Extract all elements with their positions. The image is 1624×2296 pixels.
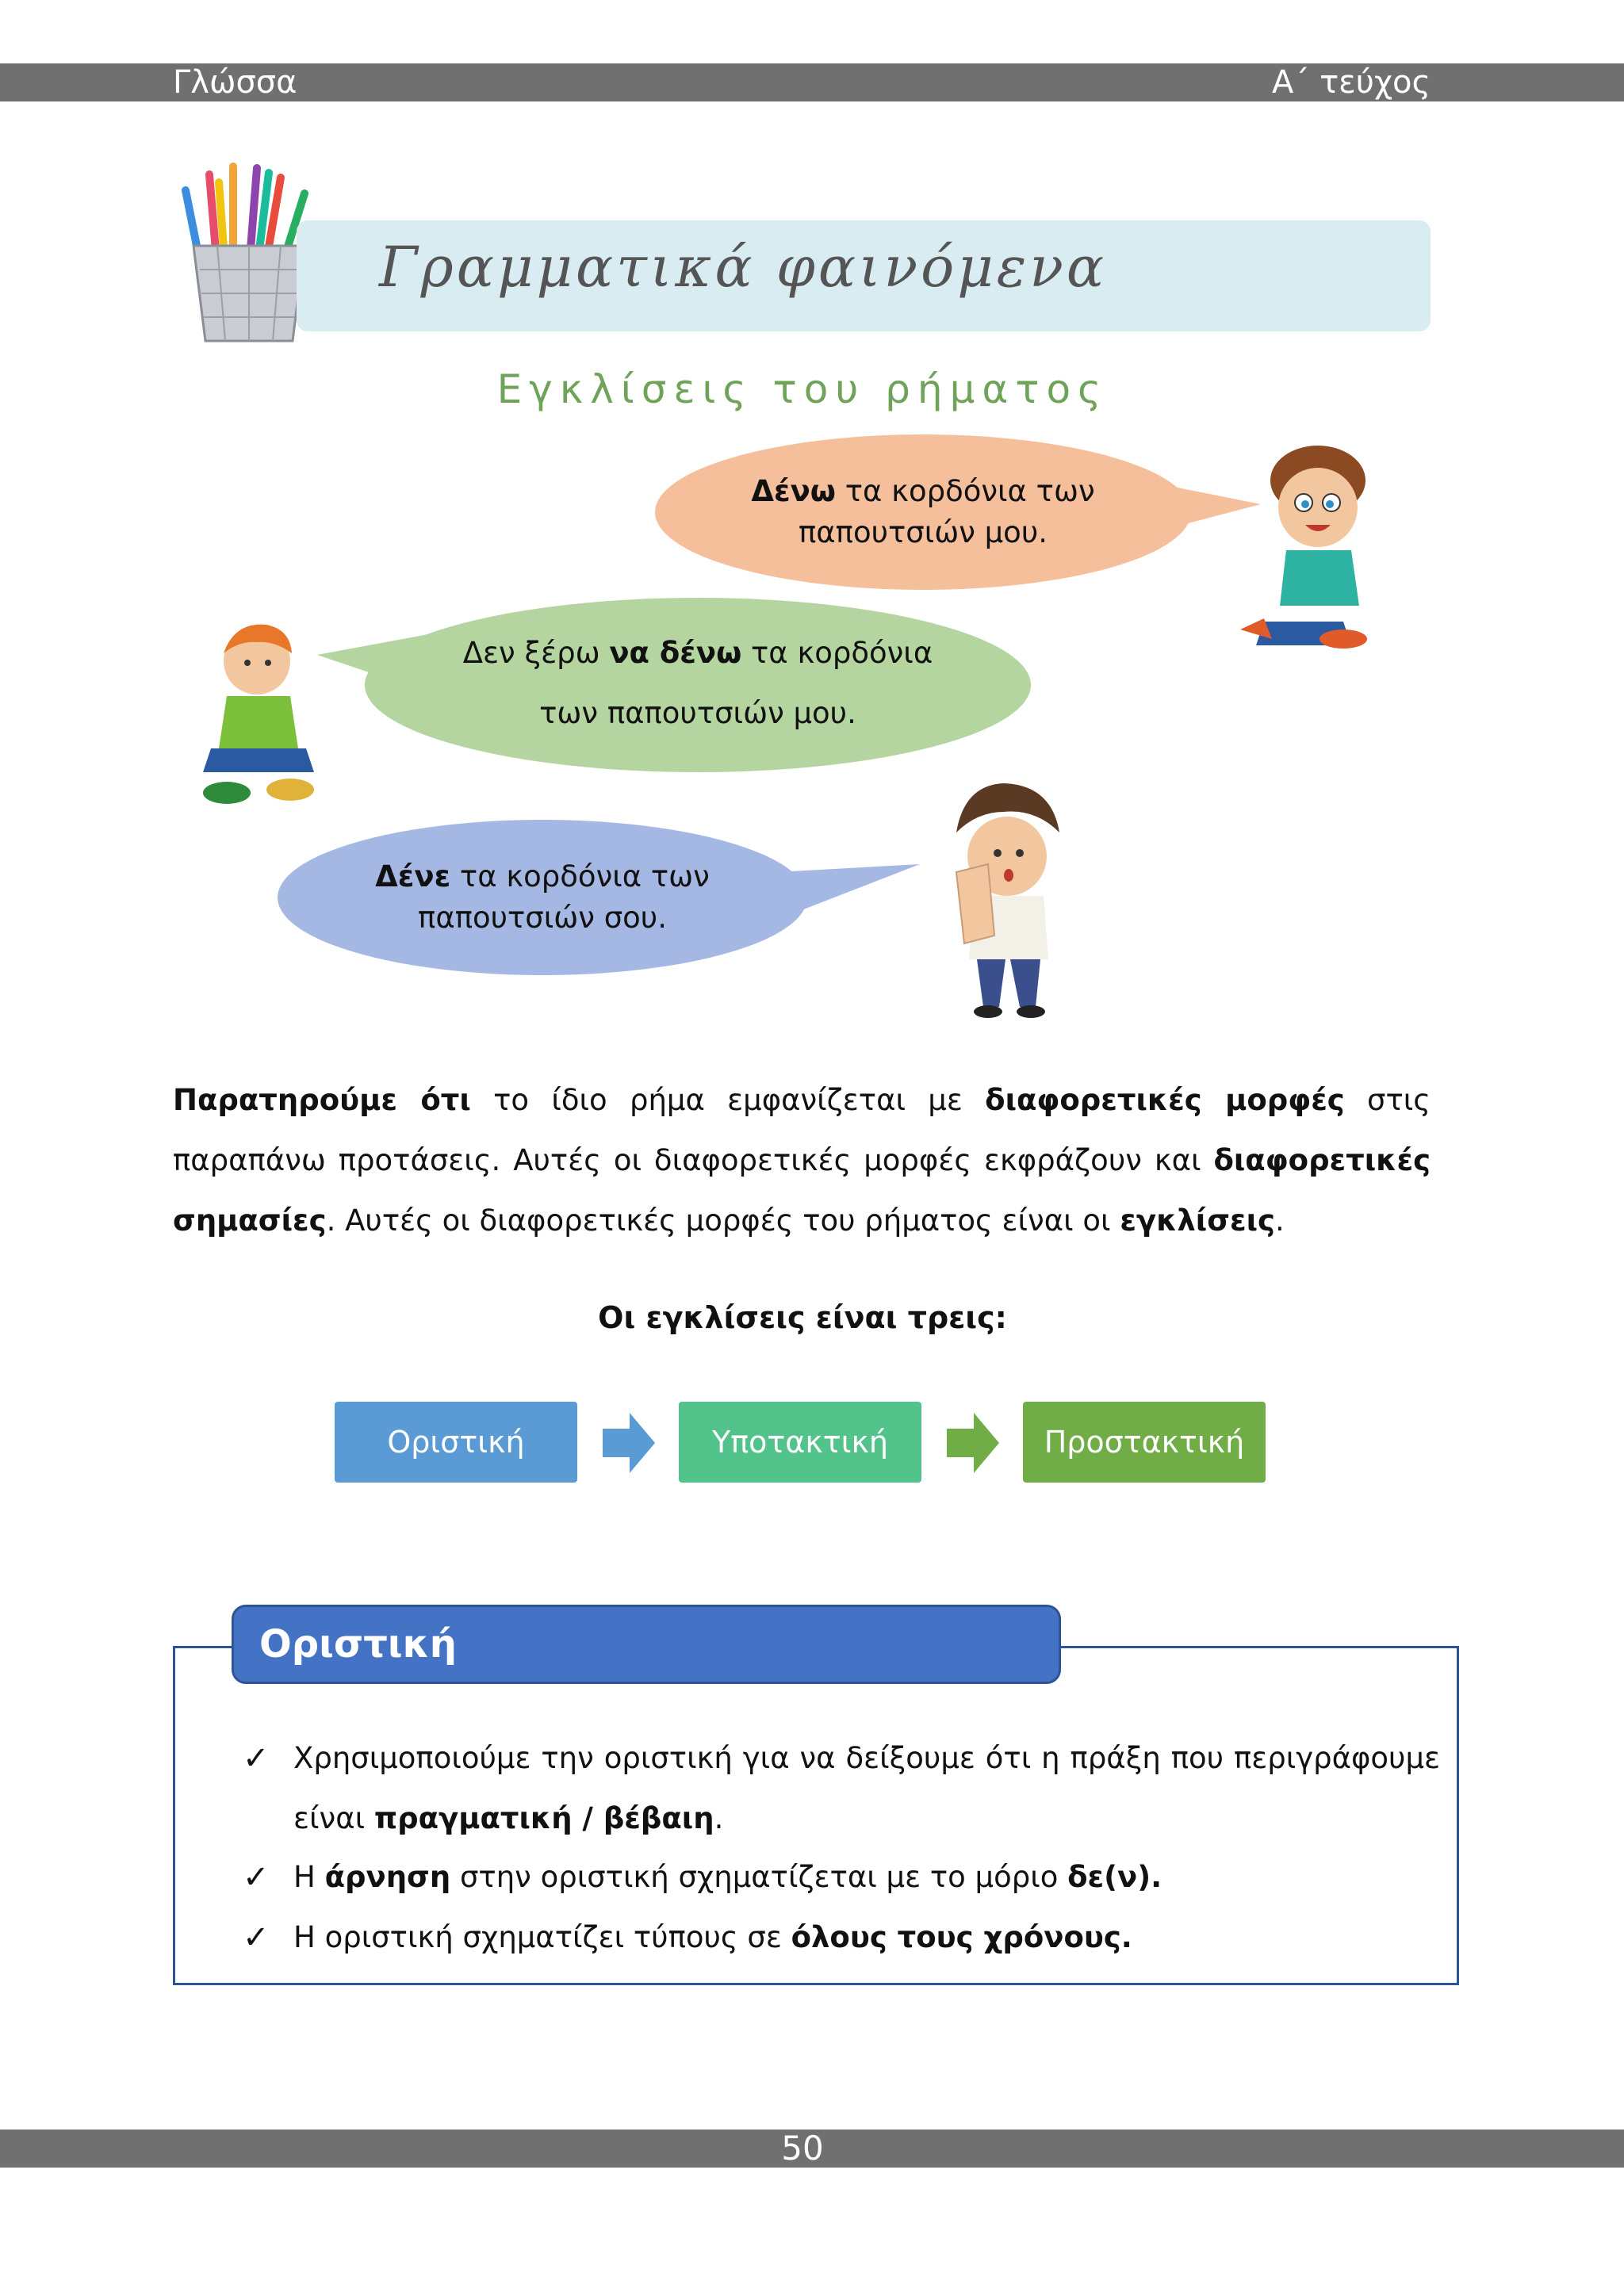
explanation-paragraph: Παρατηρούμε ότι το ίδιο ρήμα εμφανίζεται με διαφορετικές μορφές στις παραπάνω προτάσεις. Αυτές οι διαφορετικές μορφές εκφράζουν και διαφορετικές σημασίες. Αυτές οι διαφορετικές μορφές του ρήματος είναι οι εγκλίσεις. bbox=[173, 1083, 1431, 1238]
boy-sitting-illustration bbox=[187, 614, 330, 812]
section-title: Γραμματικά φαινόμενα bbox=[379, 235, 1108, 300]
subject-label: Γλώσσα bbox=[173, 64, 297, 101]
boy-tying-shoes-illustration bbox=[1232, 431, 1383, 661]
volume-label: Α΄ τεύχος bbox=[1272, 64, 1431, 101]
info-item: ✓ Η άρνηση στην οριστική σχηματίζεται με το μόριο δε(ν). bbox=[243, 1847, 1440, 1908]
speech-bubble-3: Δένε τα κορδόνια των παπουτσιών σου. bbox=[375, 859, 710, 935]
speech-bubble-1: Δένω τα κορδόνια των παπουτσιών μου. bbox=[751, 474, 1095, 549]
boy-stop-gesture-illustration bbox=[933, 777, 1075, 1023]
info-item: ✓ Η οριστική σχηματίζει τύπους σε όλους τους χρόνους. bbox=[243, 1908, 1440, 1968]
indicative-box-title: Οριστική bbox=[232, 1605, 1061, 1684]
footer-bar bbox=[0, 2130, 1624, 2168]
checkmark-icon: ✓ bbox=[243, 1919, 270, 1956]
mood-box-imperative: Προστακτική bbox=[1023, 1402, 1266, 1483]
mood-box-subjunctive: Υποτακτική bbox=[679, 1402, 921, 1483]
page-number: 50 bbox=[781, 2129, 824, 2168]
arrow-right-icon bbox=[947, 1413, 999, 1473]
speech-bubble-2: Δεν ξέρω να δένω τα κορδόνια των παπουτσιών μου. bbox=[462, 636, 933, 730]
mood-box-indicative: Οριστική bbox=[335, 1402, 577, 1483]
section-subtitle: Εγκλίσεις του ρήματος bbox=[496, 366, 1109, 412]
moods-intro: Οι εγκλίσεις είναι τρεις: bbox=[598, 1300, 1007, 1335]
checkmark-icon: ✓ bbox=[243, 1859, 270, 1896]
checkmark-icon: ✓ bbox=[243, 1740, 270, 1777]
arrow-right-icon bbox=[603, 1413, 655, 1473]
info-item: ✓ Χρησιμοποιούμε την οριστική για να δείξουμε ότι η πράξη που περιγράφουμε είναι πραγματική / βέβαιη. bbox=[243, 1728, 1440, 1849]
